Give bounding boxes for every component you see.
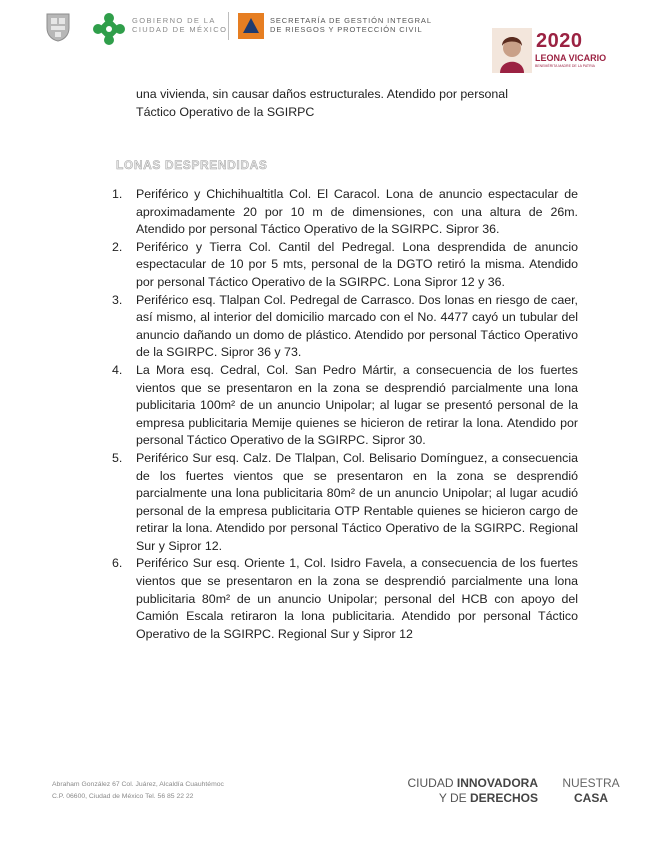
item-text: Periférico Sur esq. Oriente 1, Col. Isidro Favela, a consecuencia de los fuertes vientos que se presentaron en la zona se desprendió parcialmente una lona publicitaria 80m² de un anuncio Unipolar; personal del HCB con apoyo del Camión Escala retiraron la lona publicitaria. Atendido por personal Táctico Operativo de la SGIRPC. Regional Sur y Sipror 12 bbox=[136, 556, 578, 641]
item-number: 4. bbox=[112, 362, 123, 377]
continued-paragraph bbox=[136, 86, 576, 121]
list-item bbox=[112, 362, 578, 450]
leona-vicario-2020-logo bbox=[492, 28, 612, 73]
list-item bbox=[112, 292, 578, 362]
item-number: 2. bbox=[112, 239, 123, 254]
header-divider bbox=[228, 12, 229, 40]
item-text: Periférico Sur esq. Calz. De Tlalpan, Col. Belisario Domínguez, a consecuencia de los fuertes vientos que se presentaron en la zona se desprendió parcialmente una lona publicitaria 80m² de un anuncio Unipolar; al lugar acudió personal de la empresa publicitaria OTP Rentable quienes se hicieron cargo de retirar la lona. Atendido por personal Táctico Operativo de la SGIRPC. Regional Sur y Sipror 12. bbox=[136, 450, 578, 553]
gov-cdmx-text: GOBIERNO DE LA CIUDAD DE MÉXICO bbox=[132, 16, 228, 34]
item-text: Periférico esq. Tlalpan Col. Pedregal de Carrasco. Dos lonas en riesgo de caer, así mismo, al interior del domicilio marcado con el No. 4477 cayó un tubular del anuncio dañando un domo de plástico. Atendido por personal Táctico Operativo de la SGIRPC. Sipror 36 y 73. bbox=[136, 292, 578, 360]
list-item bbox=[112, 450, 578, 556]
item-number: 3. bbox=[112, 292, 123, 307]
item-number: 5. bbox=[112, 450, 123, 465]
item-text: Periférico y Chichihualtitla Col. El Caracol. Lona de anuncio espectacular de aproximadamente 20 por 10 m de dimensiones, con una altura de 26m. Atendido por personal Táctico Operativo de la SGIRPC. Sipror 36. bbox=[136, 187, 578, 237]
page-header bbox=[0, 0, 659, 70]
address-line: Abraham González 67 Col. Juárez, Alcaldía Cuauhtémoc bbox=[52, 781, 224, 788]
item-text: La Mora esq. Cedral, Col. San Pedro Mártir, a consecuencia de los fuertes vientos que se presentaron en la zona se desprendió parcialmente una lona publicitaria 100m² de un anuncio Unipolar; al lugar se presentó personal de la empresa publicitaria Memije quienes se hicieron de retirar la lona. Atendido por personal Táctico Operativo de la SGIRPC. Sipror 30. bbox=[136, 362, 578, 448]
section-title: LONAS DESPRENDIDAS bbox=[116, 158, 268, 172]
year-2020: 2020 bbox=[536, 30, 583, 52]
continued-line: una vivienda, sin causar daños estructurales. Atendido por personal bbox=[136, 87, 508, 101]
cdmx-logo-icon bbox=[92, 12, 126, 46]
civil-protection-icon bbox=[238, 13, 264, 39]
list-item bbox=[112, 239, 578, 292]
continued-line: Táctico Operativo de la SGIRPC bbox=[136, 104, 315, 119]
address-line: C.P. 06600, Ciudad de México Tel. 56 85 22 22 bbox=[52, 793, 194, 800]
secretaria-text: SECRETARÍA DE GESTIÓN INTEGRAL DE RIESGOS Y PROTECCIÓN CIVIL bbox=[270, 16, 432, 34]
leona-vicario-portrait-icon bbox=[492, 28, 532, 73]
cdmx-coat-of-arms-icon bbox=[44, 12, 72, 42]
slogan-nuestra-casa: NUESTRA CASA bbox=[562, 776, 620, 805]
incident-list bbox=[112, 186, 578, 643]
item-text: Periférico y Tierra Col. Cantil del Pedregal. Lona desprendida de anuncio espectacular de 10 por 5 mts, personal de la DGTO retiró la misma. Atendido por personal Táctico Operativo de la SGIRPC. Lona Sipror 12 y 36. bbox=[136, 239, 578, 289]
list-item bbox=[112, 186, 578, 239]
item-number: 6. bbox=[112, 556, 123, 571]
slogan-ciudad-innovadora: CIUDAD INNOVADORA Y DE DERECHOS bbox=[407, 776, 538, 805]
item-number: 1. bbox=[112, 187, 123, 201]
footer-address bbox=[52, 779, 224, 803]
leona-vicario-name: LEONA VICARIO bbox=[535, 53, 607, 63]
leona-vicario-subtitle: BENEMÉRITA MADRE DE LA PATRIA bbox=[535, 64, 595, 68]
list-item bbox=[112, 555, 578, 643]
